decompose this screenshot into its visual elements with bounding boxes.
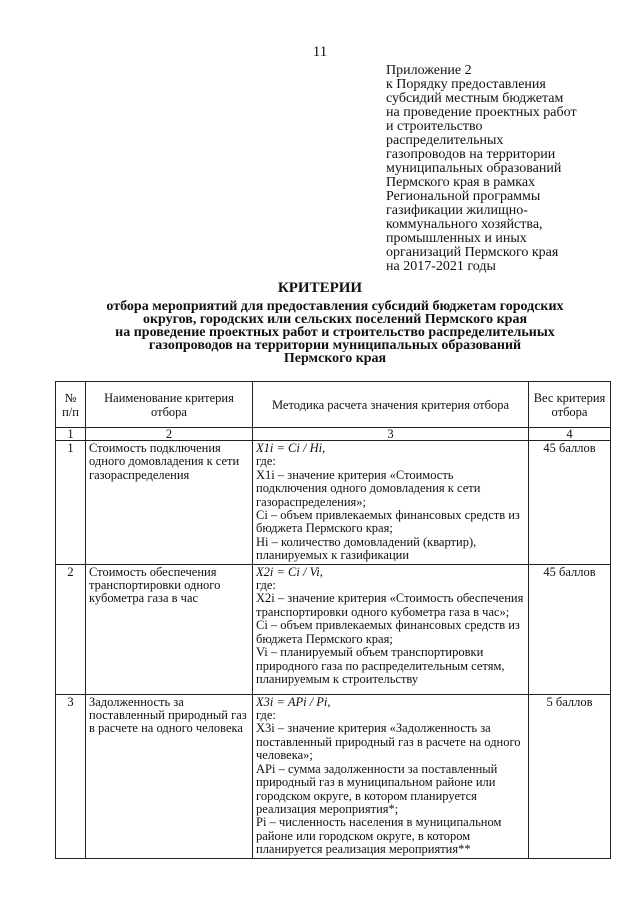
subtitle-line: округов, городских или сельских поселений Пермского края <box>142 312 528 327</box>
row-number: 1 <box>56 441 86 565</box>
appendix-line: Пермского края в рамках <box>386 175 536 190</box>
header-num: № п/п <box>56 382 86 428</box>
criterion-method <box>253 441 529 565</box>
subtitle-line: на проведение проектных работ и строительство распределительных <box>115 325 555 340</box>
appendix-line: к Порядку предоставления <box>386 77 546 92</box>
column-number: 1 <box>56 428 86 441</box>
document-subtitle <box>60 300 610 365</box>
table-row <box>56 564 611 694</box>
method-line: где: <box>256 578 276 593</box>
appendix-line: организаций Пермского края <box>386 245 559 260</box>
row-number: 3 <box>56 694 86 858</box>
method-line: X1i = Ci / Hi, <box>256 441 326 455</box>
criterion-method <box>253 564 529 694</box>
appendix-line: на 2017-2021 годы <box>386 259 496 274</box>
table-row <box>56 694 611 858</box>
appendix-line: коммунального хозяйства, <box>386 217 543 232</box>
row-number: 2 <box>56 564 86 694</box>
criterion-weight: 45 баллов <box>529 441 611 565</box>
column-number-row <box>56 428 611 441</box>
appendix-line: и строительство <box>386 119 483 134</box>
subtitle-line: газопроводов на территории муниципальных образований <box>148 338 522 353</box>
criterion-method <box>253 694 529 858</box>
document-title: КРИТЕРИИ <box>277 280 363 296</box>
appendix-line: газопроводов на территории <box>386 147 556 162</box>
subtitle-line: отбора мероприятий для предоставления субсидий бюджетам городских <box>106 299 564 314</box>
method-line: где: <box>256 708 276 723</box>
header-method: Методика расчета значения критерия отбора <box>253 382 529 428</box>
appendix-line: на проведение проектных работ <box>386 105 577 120</box>
method-line: APi – сумма задолженности за поставленный природный газ в муниципальном районе или городском округе, в котором планируется реализация мероприятия*; <box>256 761 498 816</box>
header-weight: Вес критерия отбора <box>529 382 611 428</box>
appendix-line: Приложение 2 <box>386 63 472 78</box>
method-line: X1i – значение критерия «Стоимость подключения одного домовладения к сети газораспределения»; <box>256 467 481 509</box>
method-line: X3i = APi / Pi, <box>256 694 331 709</box>
criterion-name: Задолженность за поставленный природный газ в расчете на одного человека <box>86 694 253 858</box>
method-line: X2i – значение критерия «Стоимость обеспечения транспортировки одного кубометра газа в час»; <box>256 591 524 619</box>
appendix-line: промышленных и иных <box>386 231 527 246</box>
method-line: X3i – значение критерия «Задолженность за поставленный природный газ в расчете на одного человека»; <box>256 721 521 763</box>
table-row <box>56 441 611 565</box>
criterion-weight: 45 баллов <box>529 564 611 694</box>
table-header-row <box>56 382 611 428</box>
method-line: Vi – планируемый объем транспортировки природного газа по распределительным сетям, планируемым к строительству <box>256 645 505 686</box>
criterion-name: Стоимость обеспечения транспортировки одного кубометра газа в час <box>86 564 253 694</box>
method-line: Hi – количество домовладений (квартир), планируемых к газификации <box>256 534 477 563</box>
page-number: 11 <box>312 44 328 60</box>
column-number: 4 <box>529 428 611 441</box>
method-line: где: <box>256 454 276 469</box>
column-number: 3 <box>253 428 529 441</box>
appendix-line: Региональной программы <box>386 189 541 204</box>
appendix-line: газификации жилищно- <box>386 203 528 218</box>
appendix-block <box>386 64 626 274</box>
criterion-name: Стоимость подключения одного домовладения к сети газораспределения <box>86 441 253 565</box>
header-name: Наименование критерия отбора <box>86 382 253 428</box>
subtitle-line: Пермского края <box>283 351 387 366</box>
column-number: 2 <box>86 428 253 441</box>
criterion-weight: 5 баллов <box>529 694 611 858</box>
method-line: X2i = Ci / Vi, <box>256 564 323 579</box>
appendix-line: субсидий местным бюджетам <box>386 91 564 106</box>
appendix-line: муниципальных образований <box>386 161 562 176</box>
criteria-table <box>55 381 611 859</box>
method-line: Pi – численность населения в муниципальном районе или городском округе, в котором планируется реализация мероприятия** <box>256 815 502 857</box>
method-line: Ci – объем привлекаемых финансовых средств из бюджета Пермского края; <box>256 618 520 646</box>
method-line: Ci – объем привлекаемых финансовых средств из бюджета Пермского края; <box>256 508 520 536</box>
appendix-line: распределительных <box>386 133 504 148</box>
